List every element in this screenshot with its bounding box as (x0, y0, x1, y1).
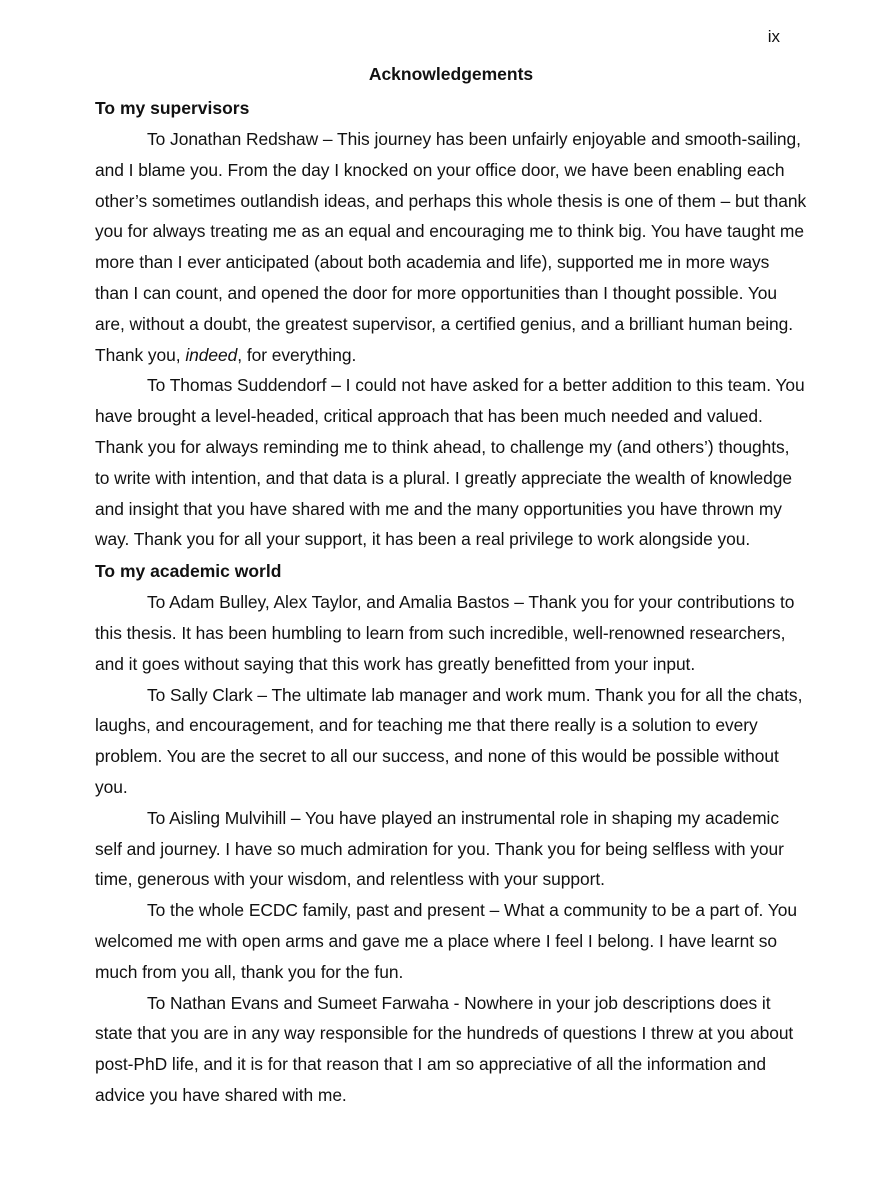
paragraph-thomas-suddendorf: To Thomas Suddendorf – I could not have asked for a better addition to this team. You have brought a level-headed, critical approach that has been much needed and valued. Thank you for always reminding me to think ahead, to challenge my (and others’) thoughts, to write with intention, and that data is a plural. I greatly appreciate the wealth of knowledge and insight that you have shared with me and the many opportunities you have thrown my way. Thank you for all your support, it has been a real privilege to work alongside you. (95, 375, 805, 550)
document-body (95, 62, 807, 1111)
page-title: Acknowledgements (368, 64, 534, 84)
paragraph-text: To Jonathan Redshaw – This journey has been unfairly enjoyable and smooth-sailing, and I blame you. From the day I knocked on your office door, we have been enabling each other’s sometimes outlandish ideas, and perhaps this whole thesis is one of them – but thank you for always treating me as an equal and encouraging me to think big. You have taught me more than I ever anticipated (about both academia and life), supported me in more ways than I can count, and opened the door for more opportunities than I thought possible. You are, without a doubt, the greatest supervisor, a certified genius, and a brilliant human being. Thank you, (95, 129, 807, 365)
paragraph-text: , for everything. (237, 344, 357, 365)
page-number: ix (767, 27, 780, 46)
section-heading-academic-world: To my academic world (95, 561, 282, 582)
section-heading-supervisors: To my supervisors (95, 98, 250, 118)
paragraph-bulley-taylor-bastos: To Adam Bulley, Alex Taylor, and Amalia Bastos – Thank you for your contributions to this thesis. It has been humbling to learn from such incredible, well-renowned researchers, and it goes without saying that this work has greatly benefitted from your input. (95, 592, 795, 674)
paragraph-sally-clark: To Sally Clark – The ultimate lab manager and work mum. Thank you for all the chats, laughs, and encouragement, and for teaching me that there really is a solution to every problem. You are the secret to all our success, and none of this would be possible without you. (95, 684, 803, 797)
paragraph-jonathan-redshaw (95, 124, 807, 370)
emphasis-text: indeed (185, 344, 238, 365)
paragraph-evans-farwaha: To Nathan Evans and Sumeet Farwaha - Nowhere in your job descriptions does it state that you are in any way responsible for the hundreds of questions I threw at you about post-PhD life, and it is for that reason that I am so appreciative of all the information and advice you have shared with me. (95, 992, 794, 1105)
paragraph-aisling-mulvihill: To Aisling Mulvihill – You have played an instrumental role in shaping my academic self and journey. I have so much admiration for you. Thank you for being selfless with your time, generous with your wisdom, and relentless with your support. (95, 807, 784, 890)
paragraph-ecdc-family: To the whole ECDC family, past and present – What a community to be a part of. You welcomed me with open arms and gave me a place where I feel I belong. I have learnt so much from you all, thank you for the fun. (95, 900, 798, 982)
